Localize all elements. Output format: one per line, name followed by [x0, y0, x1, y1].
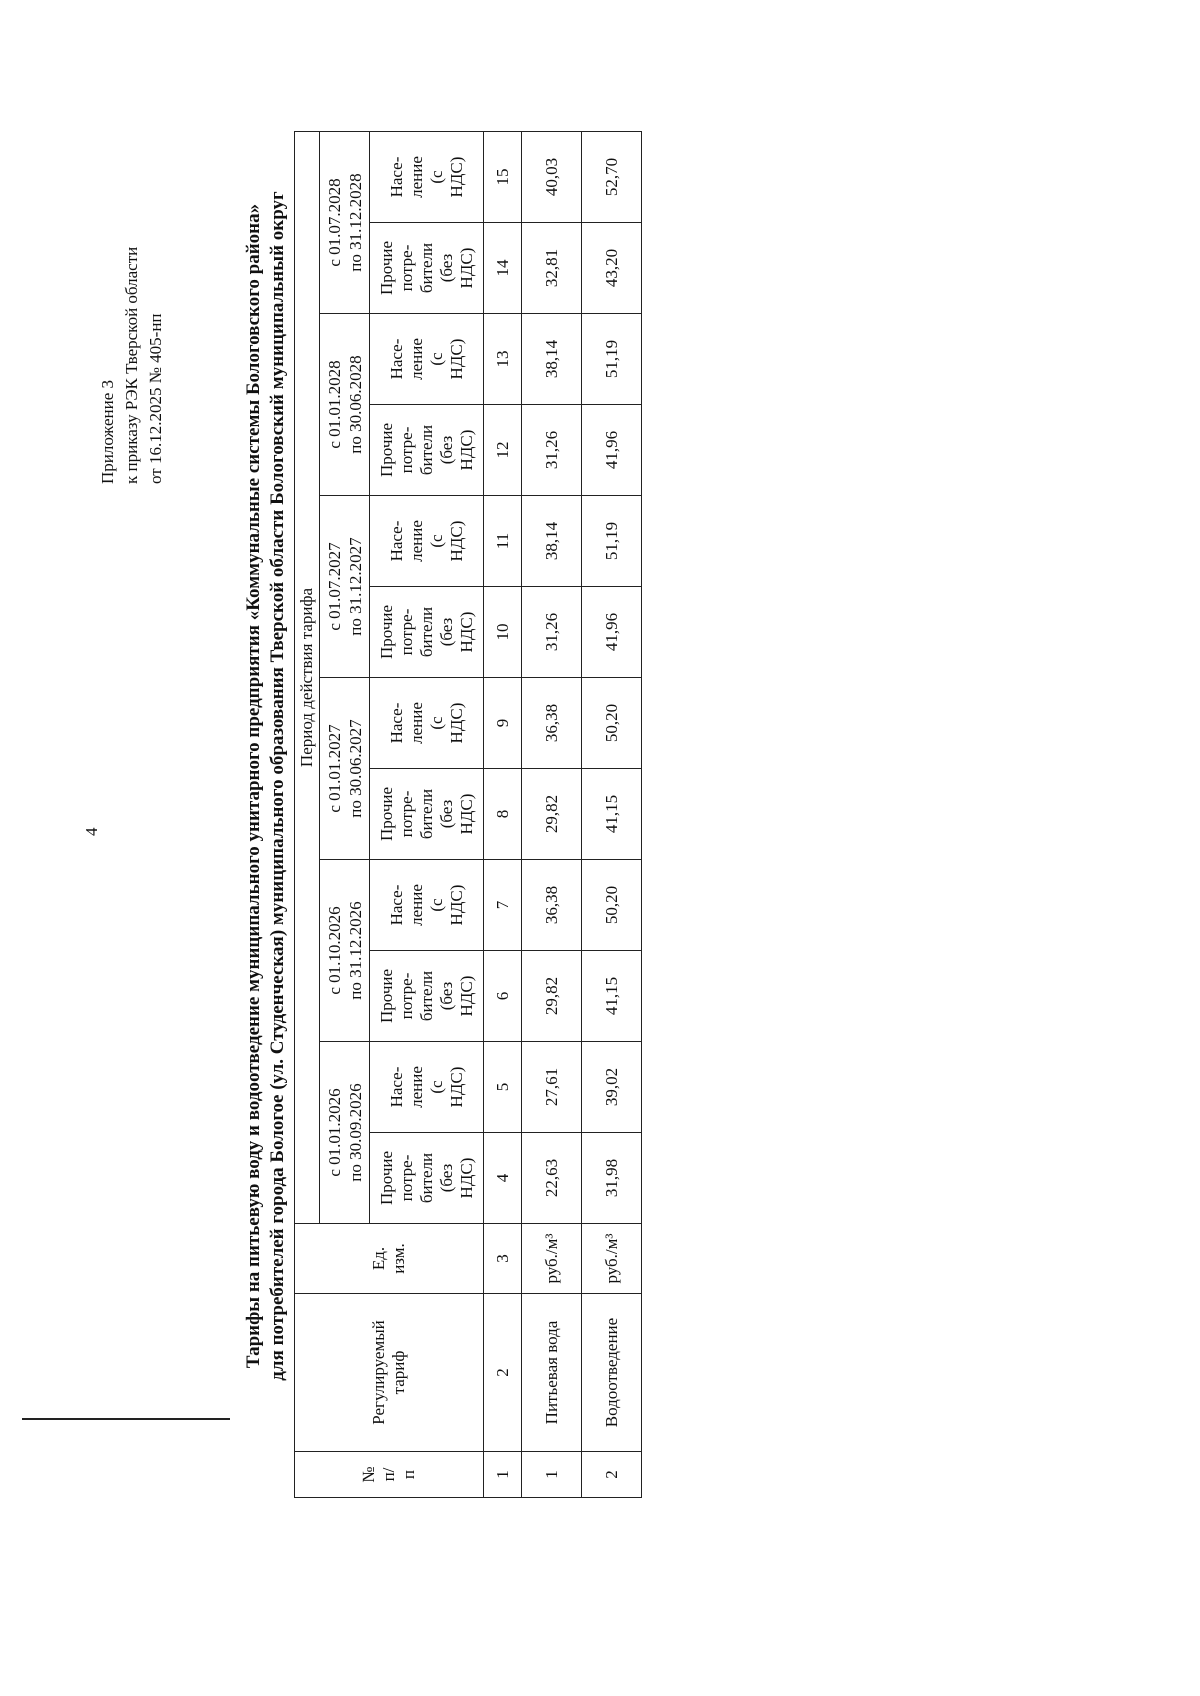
title-line: для потребителей города Бологое (ул. Студенческая) муниципального образования Тверской области Бологовский муниципальный округ: [267, 191, 288, 1381]
row-tariff-name: Питьевая вода: [522, 1294, 582, 1452]
population-line: НДС): [446, 520, 466, 562]
population-line: (с: [426, 170, 446, 184]
table-row: [522, 132, 582, 1498]
column-number-row: [484, 132, 522, 1498]
row-value: 36,38: [522, 860, 582, 951]
other-line: Прочие: [376, 786, 396, 842]
other-line: Прочие: [376, 968, 396, 1024]
row-tariff-name: Водоотведение: [582, 1294, 642, 1452]
annex-line: от 16.12.2025 № 405-нп: [146, 313, 165, 484]
population-line: (с: [426, 1080, 446, 1094]
row-num: 1: [522, 1452, 582, 1498]
header-num-line: №: [359, 1466, 378, 1483]
other-line: потре-: [396, 1154, 416, 1202]
other-line: Прочие: [376, 604, 396, 660]
other-line: потре-: [396, 244, 416, 292]
header-other-consumers: [370, 951, 484, 1042]
period-to: по 30.06.2028: [345, 355, 365, 454]
other-line: бители: [416, 242, 436, 294]
column-number: 5: [484, 1042, 522, 1133]
left-margin-line: [22, 1418, 230, 1420]
document-title: [242, 76, 290, 1496]
row-value: 29,82: [522, 951, 582, 1042]
other-line: (без: [436, 1163, 456, 1193]
other-line: НДС): [456, 975, 476, 1017]
row-value: 39,02: [582, 1042, 642, 1133]
period-from: с 01.10.2026: [324, 906, 344, 995]
population-line: (с: [426, 716, 446, 730]
other-line: НДС): [456, 429, 476, 471]
row-unit: руб./м³: [582, 1224, 642, 1294]
header-population: [370, 678, 484, 769]
population-line: ление: [406, 156, 426, 198]
header-other-consumers: [370, 587, 484, 678]
other-line: (без: [436, 617, 456, 647]
header-other-consumers: [370, 405, 484, 496]
header-other-consumers: [370, 769, 484, 860]
table-row: [582, 132, 642, 1498]
other-line: потре-: [396, 790, 416, 838]
population-line: НДС): [446, 156, 466, 198]
population-line: (с: [426, 534, 446, 548]
other-line: Прочие: [376, 1150, 396, 1206]
row-value: 41,15: [582, 951, 642, 1042]
column-number: 2: [484, 1294, 522, 1452]
header-period: [320, 678, 370, 860]
header-unit-line: изм.: [389, 1243, 408, 1274]
header-other-consumers: [370, 223, 484, 314]
column-number: 1: [484, 1452, 522, 1498]
header-num-line: п/: [379, 1467, 398, 1482]
period-to: по 31.12.2026: [345, 901, 365, 1000]
row-unit: руб./м³: [522, 1224, 582, 1294]
header-period: [320, 1042, 370, 1224]
population-line: Насе-: [386, 338, 406, 380]
column-number: 7: [484, 860, 522, 951]
header-num-line: п: [399, 1469, 418, 1480]
other-line: (без: [436, 253, 456, 283]
row-value: 22,63: [522, 1133, 582, 1224]
header-unit-line: Ед.: [369, 1246, 388, 1271]
row-value: 41,15: [582, 769, 642, 860]
row-value: 31,26: [522, 587, 582, 678]
other-line: Прочие: [376, 422, 396, 478]
period-to: по 31.12.2028: [345, 173, 365, 272]
header-population: [370, 496, 484, 587]
population-line: ление: [406, 1066, 426, 1108]
population-line: Насе-: [386, 1066, 406, 1108]
header-unit: [295, 1224, 484, 1294]
period-from: с 01.07.2028: [324, 178, 344, 267]
other-line: НДС): [456, 611, 476, 653]
annex-block: [96, 247, 168, 484]
row-num: 2: [582, 1452, 642, 1498]
header-period: [320, 860, 370, 1042]
population-line: НДС): [446, 884, 466, 926]
column-number: 9: [484, 678, 522, 769]
row-value: 32,81: [522, 223, 582, 314]
period-to: по 31.12.2027: [345, 537, 365, 636]
column-number: 11: [484, 496, 522, 587]
other-line: потре-: [396, 608, 416, 656]
population-line: НДС): [446, 1066, 466, 1108]
header-population: [370, 132, 484, 223]
population-line: (с: [426, 898, 446, 912]
other-line: НДС): [456, 793, 476, 835]
other-line: бители: [416, 424, 436, 476]
other-line: НДС): [456, 247, 476, 289]
other-line: (без: [436, 435, 456, 465]
header-num: [295, 1452, 484, 1498]
other-line: (без: [436, 799, 456, 829]
header-period: [320, 314, 370, 496]
population-line: ление: [406, 520, 426, 562]
header-period: [320, 496, 370, 678]
column-number: 15: [484, 132, 522, 223]
population-line: ление: [406, 884, 426, 926]
row-value: 29,82: [522, 769, 582, 860]
annex-line: к приказу РЭК Тверской области: [122, 246, 141, 484]
header-tariff-name: [295, 1294, 484, 1452]
row-value: 40,03: [522, 132, 582, 223]
population-line: ление: [406, 702, 426, 744]
column-number: 13: [484, 314, 522, 405]
header-other-consumers: [370, 1133, 484, 1224]
header-row-group: [295, 132, 320, 1498]
header-name-line: тариф: [389, 1350, 408, 1395]
column-number: 10: [484, 587, 522, 678]
header-period: [320, 132, 370, 314]
header-period-group: Период действия тарифа: [295, 132, 320, 1224]
other-line: (без: [436, 981, 456, 1011]
other-line: бители: [416, 606, 436, 658]
population-line: Насе-: [386, 520, 406, 562]
row-value: 51,19: [582, 496, 642, 587]
row-value: 52,70: [582, 132, 642, 223]
header-name-line: Регулируемый: [369, 1320, 388, 1425]
population-line: НДС): [446, 702, 466, 744]
population-line: Насе-: [386, 702, 406, 744]
population-line: Насе-: [386, 884, 406, 926]
header-population: [370, 1042, 484, 1133]
page-number: 4: [82, 827, 101, 836]
row-value: 31,98: [582, 1133, 642, 1224]
title-line: Тарифы на питьевую воду и водоотведение муниципального унитарного предприятия «Коммунальные системы Бологовского района»: [243, 203, 264, 1369]
column-number: 4: [484, 1133, 522, 1224]
row-value: 50,20: [582, 678, 642, 769]
row-value: 31,26: [522, 405, 582, 496]
row-value: 51,19: [582, 314, 642, 405]
population-line: НДС): [446, 338, 466, 380]
other-line: потре-: [396, 426, 416, 474]
population-line: (с: [426, 352, 446, 366]
row-value: 38,14: [522, 496, 582, 587]
period-to: по 30.06.2027: [345, 719, 365, 818]
column-number: 6: [484, 951, 522, 1042]
period-from: с 01.01.2028: [324, 360, 344, 449]
row-value: 36,38: [522, 678, 582, 769]
row-value: 43,20: [582, 223, 642, 314]
other-line: Прочие: [376, 240, 396, 296]
period-from: с 01.01.2027: [324, 724, 344, 813]
column-number: 14: [484, 223, 522, 314]
period-to: по 30.09.2026: [345, 1083, 365, 1182]
other-line: потре-: [396, 972, 416, 1020]
header-population: [370, 860, 484, 951]
population-line: ление: [406, 338, 426, 380]
row-value: 50,20: [582, 860, 642, 951]
population-line: Насе-: [386, 156, 406, 198]
column-number: 3: [484, 1224, 522, 1294]
row-value: 27,61: [522, 1042, 582, 1133]
row-value: 41,96: [582, 405, 642, 496]
header-population: [370, 314, 484, 405]
column-number: 8: [484, 769, 522, 860]
other-line: бители: [416, 1152, 436, 1204]
period-from: с 01.07.2027: [324, 542, 344, 631]
other-line: бители: [416, 970, 436, 1022]
other-line: НДС): [456, 1157, 476, 1199]
column-number: 12: [484, 405, 522, 496]
tariff-table: [294, 131, 642, 1498]
annex-line: Приложение 3: [98, 380, 117, 484]
row-value: 38,14: [522, 314, 582, 405]
other-line: бители: [416, 788, 436, 840]
period-from: с 01.01.2026: [324, 1088, 344, 1177]
row-value: 41,96: [582, 587, 642, 678]
